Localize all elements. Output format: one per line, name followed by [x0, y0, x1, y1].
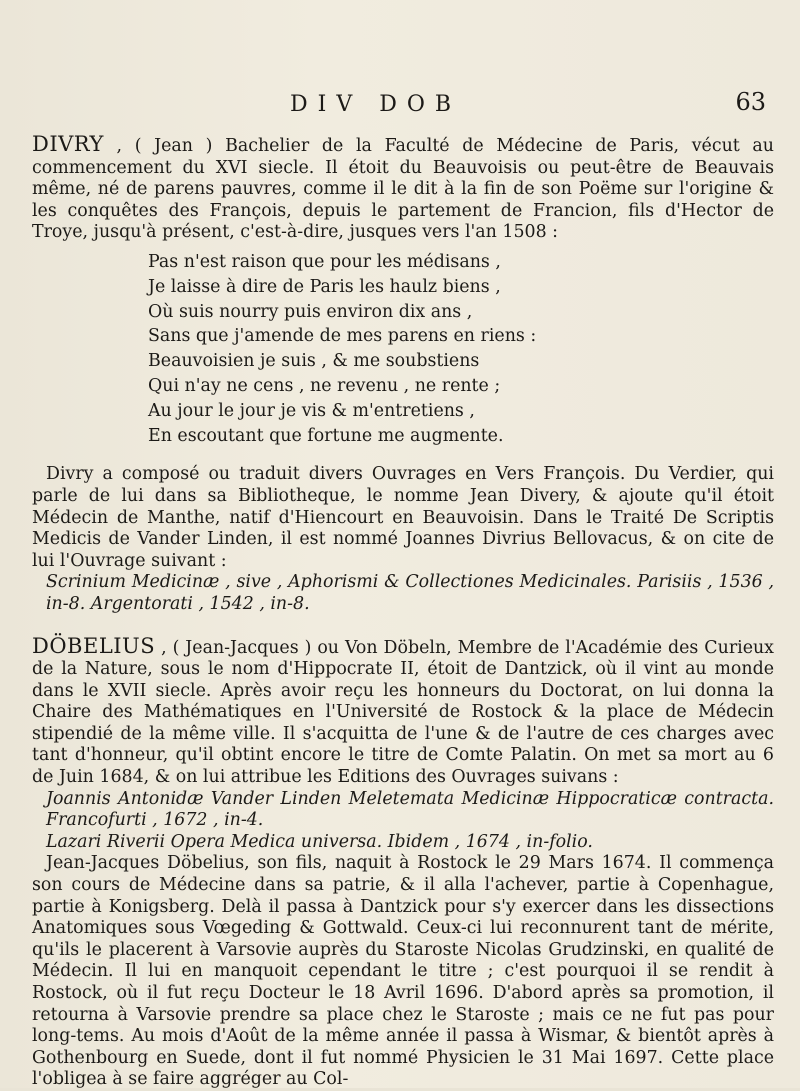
- verse-line: Sans que j'amende de mes parens en riens :: [148, 326, 537, 347]
- verse-line: Je laisse à dire de Paris les haulz biens ,: [148, 276, 501, 297]
- citation: Scrinium Medicinæ , sive , Aphorismi & Collectiones Medicinales. Parisiis , 1536 , in-8. Argentorati , 1542 , in-8.: [46, 572, 774, 614]
- page-header: [0, 88, 800, 122]
- citation: Joannis Antonidæ Vander Linden Meletemata Medicinæ Hippocraticæ contracta. Francofurti , 1672 , in-4.: [46, 788, 774, 831]
- verse-line: Au jour le jour je vis & m'entretiens ,: [148, 400, 475, 421]
- citation: Lazari Riverii Opera Medica universa. Ibidem , 1674 , in-folio.: [46, 831, 593, 852]
- page-body: [32, 134, 774, 1091]
- entry-text: , ( Jean-Jacques ) ou Von Döbeln, Membre de l'Académie des Curieux de la Nature, sous le nom d'Hippocrate II, étoit de Dantzick, où il vint au monde dans le XVII siecle. Après avoir reçu les honneurs du Doctorat, on lui donna la Chaire des Mathématiques en l'Université de Rostock & la place de Médecin stipendié de la même ville. Il s'acquitta de l'une & de l'autre de ces charges avec tant d'honneur, qu'il obtint encore le titre de Comte Palatin. On met sa mort au 6 de Juin 1684, & on lui attribue les Editions des Ouvrages suivans :: [32, 637, 774, 788]
- works-paragraph: Divry a composé ou traduit divers Ouvrages en Vers François. Du Verdier, qui parle de lui dans sa Bibliotheque, le nomme Jean Divery, & ajoute qu'il étoit Médecin de Manthe, natif d'Hiencourt en Beauvoisin. Dans le Traité De Scriptis Medicis de Vander Linden, il est nommé Joannes Divrius Bellovacus, & on cite de lui l'Ouvrage suivant :: [32, 464, 774, 571]
- entry-paragraph: [32, 134, 774, 244]
- page-number: 63: [735, 88, 766, 116]
- son-paragraph: Jean-Jacques Döbelius, son fils, naquit à Rostock le 29 Mars 1674. Il commença son cours de Médecine dans sa patrie, & il alla l'achever, partie à Copenhague, partie à Konigsberg. Delà il passa à Dantzick pour s'y exercer dans les dissections Anatomiques sous Vœgeding & Gottwald. Ceux-ci lui reconnurent tant de mérite, qu'ils le placerent à Varsovie auprès du Staroste Nicolas Grudzinski, en qualité de Médecin. Il lui en manquoit cependant le titre ; c'est pourquoi il se rendit à Rostock, où il fut reçu Docteur le 18 Avril 1696. D'abord après sa promotion, il retourna à Varsovie prendre sa place chez le Staroste ; mais ce ne fut pas pour long-tems. Au mois d'Août de la même année il passa à Wismar, & bientôt après à Gothenbourg en Suede, dont il fut nommé Physicien le 31 Mai 1697. Cette place l'obligea à se faire aggréger au Col-: [32, 853, 774, 1090]
- verse-line: Pas n'est raison que pour les médisans ,: [148, 251, 501, 272]
- entry-text: , ( Jean ) Bachelier de la Faculté de Médecine de Paris, vécut au commencement du XVI siecle. Il étoit du Beauvoisis ou peut-être de Beauvais même, né de parens pauvres, comme il le dit à la fin de son Poëme sur l'origine & les conquêtes des François, depuis le partement de Francion, fils d'Hector de Troye, jusqu'à présent, c'est-à-dire, jusques vers l'an 1508 :: [32, 136, 774, 243]
- entry-dobelius: [32, 633, 774, 1091]
- verse-line: Beauvoisien je suis , & me soubstiens: [148, 351, 480, 372]
- entry-lemma: DÖBELIUS: [32, 633, 156, 658]
- entry-paragraph: [32, 633, 774, 789]
- entry-lemma: DIVRY: [32, 132, 104, 156]
- verse-line: Où suis nourry puis environ dix ans ,: [148, 301, 473, 322]
- entry-divry: [32, 134, 774, 616]
- verse-block: [148, 250, 774, 448]
- verse-line: Qui n'ay ne cens , ne revenu , ne rente ;: [148, 375, 501, 396]
- running-head: DIV DOB: [290, 92, 462, 117]
- verse-line: En escoutant que fortune me augmente.: [148, 425, 504, 446]
